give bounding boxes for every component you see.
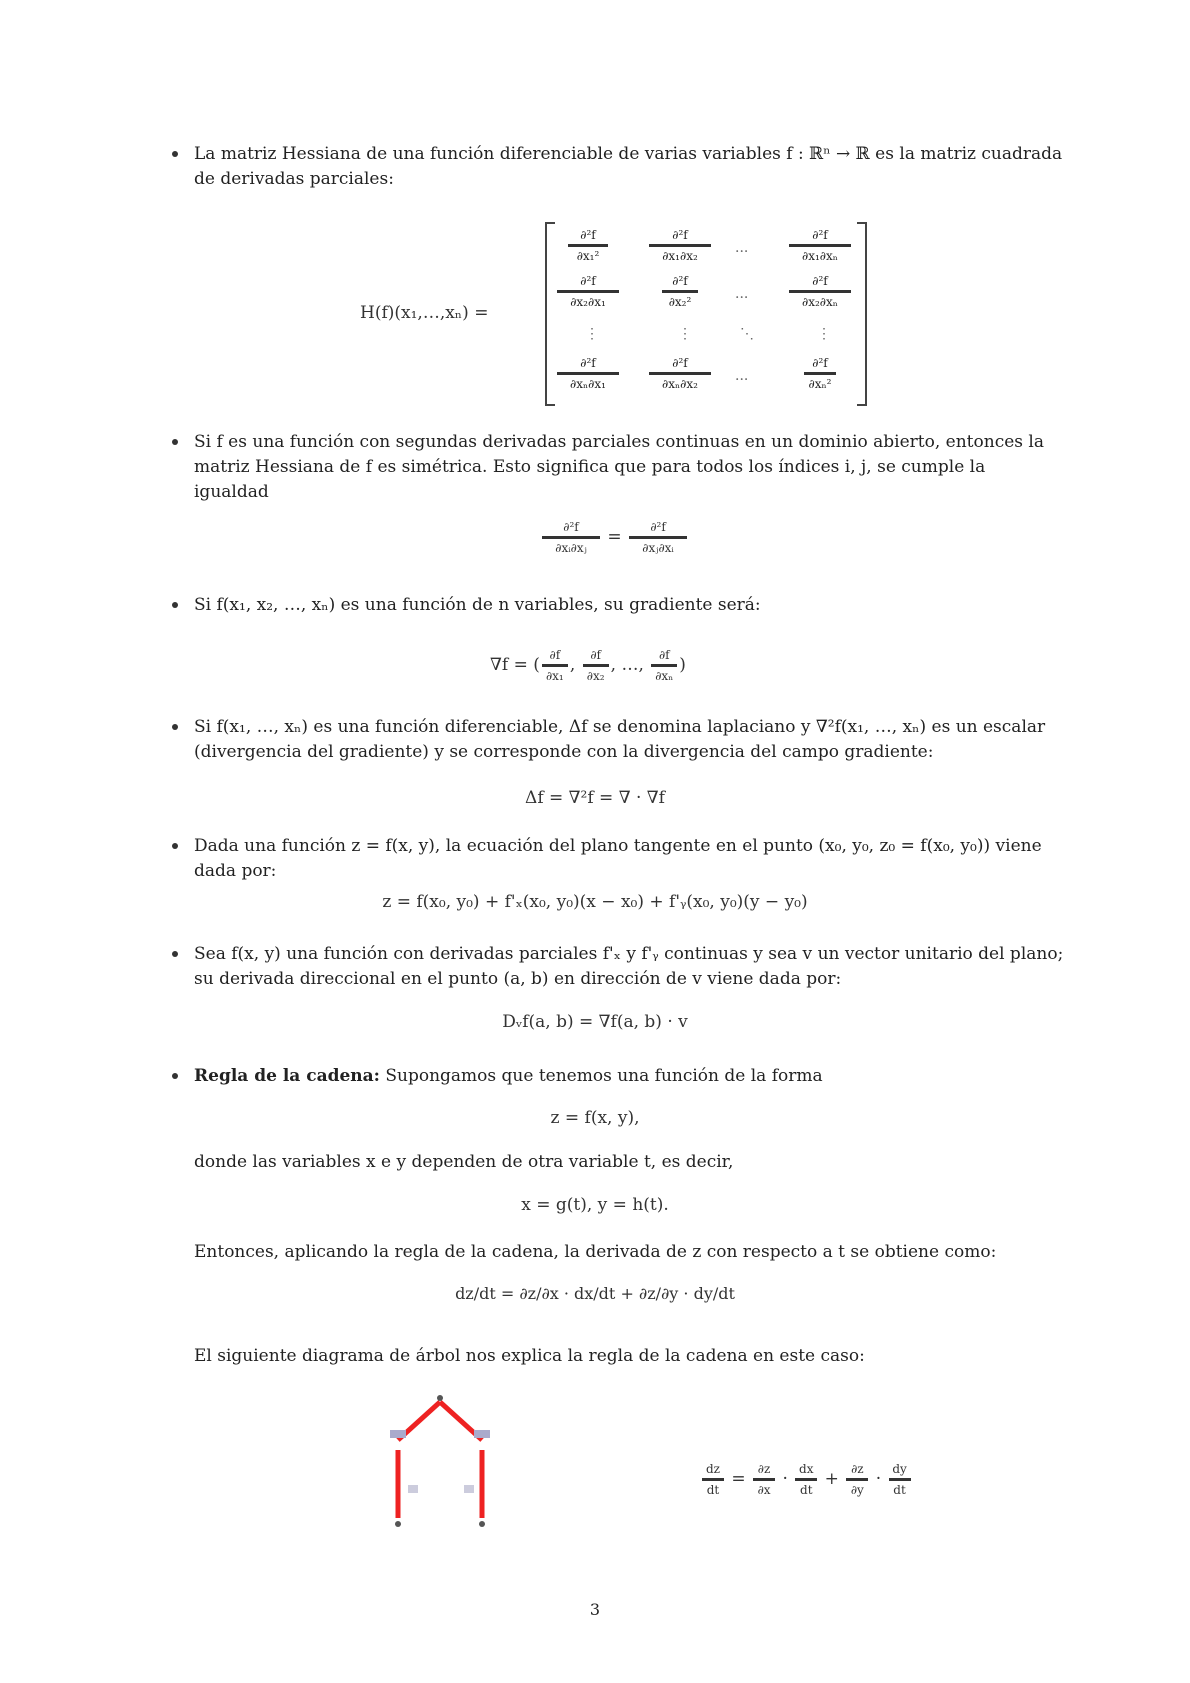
matrix-bracket-right xyxy=(857,222,867,406)
paragraph-text: Entonces, aplicando la regla de la cadena, la derivada de z con respecto a t se obtiene como: xyxy=(194,1242,997,1262)
bullet-dot xyxy=(172,602,178,608)
bullet-text: Dada una función z = f(x, y), la ecuación del plano tangente en el punto (x₀, y₀, z₀ = f(x₀, y₀)) viene dada por: xyxy=(194,836,1042,881)
hessian-lhs: H(f)(x₁,…,xₙ) = xyxy=(360,303,489,323)
matrix-dots: ··· xyxy=(735,290,749,306)
bullet-text xyxy=(194,1064,1064,1089)
paragraph-text: donde las variables x e y dependen de otra variable t, es decir, xyxy=(194,1152,734,1172)
matrix-dots: ⋱ xyxy=(740,326,754,342)
chain-rule-tree-diagram xyxy=(380,1390,500,1530)
matrix-cell: $\frac{\text{∂²f}}{\text{∂x₁∂x₂}}$ xyxy=(645,228,715,263)
matrix-dots: ⋮ xyxy=(585,326,599,342)
tree-label xyxy=(464,1485,474,1493)
matrix-cell: $\frac{\text{∂²f}}{\text{∂xₙ∂x₂}}$ xyxy=(645,356,715,391)
bullet-directional-derivative xyxy=(172,942,1064,992)
bullet-gradient xyxy=(172,593,1064,618)
matrix-dots: ⋮ xyxy=(817,326,831,342)
gradient-equation: ∇f = ( $\frac{\partial f}{\text{∂x₁}}$ , $\frac{\partial f}{\text{∂x₂}}$ , …, $\frac{\partial f}{\text{∂xₙ}}$ ) xyxy=(490,648,686,683)
tree-node-t xyxy=(479,1521,485,1527)
tree-node-t xyxy=(395,1521,401,1527)
chain-rule-text: Supongamos que tenemos una función de la forma xyxy=(379,1066,823,1086)
bullet-tangent-plane xyxy=(172,834,1064,884)
matrix-cell: $\frac{\text{∂²f}}{\text{∂x₂∂x₁}}$ xyxy=(553,274,623,309)
tree-diagram-text xyxy=(172,1344,1064,1369)
bullet-symmetry xyxy=(172,430,1064,505)
bullet-dot xyxy=(172,151,178,157)
bullet-text: Si f(x₁, …, xₙ) es una función diferenciable, Δf se denomina laplaciano y ∇²f(x₁, …, xₙ) es un escalar (divergencia del gradiente) y se corresponde con la divergencia del campo gradiente: xyxy=(194,717,1046,762)
tree-node-z xyxy=(437,1395,443,1401)
tangent-plane-equation: z = f(x₀, y₀) + f'ₓ(x₀, y₀)(x − x₀) + f'ᵧ(x₀, y₀)(y − y₀) xyxy=(382,892,808,912)
matrix-dots: ··· xyxy=(735,244,749,260)
bullet-dot xyxy=(172,724,178,730)
matrix-cell: $\frac{\text{∂²f}}{\text{∂x₂²}}$ xyxy=(645,274,715,309)
chain-result-text xyxy=(172,1240,1064,1265)
page-number: 3 xyxy=(589,1600,601,1619)
matrix-cell: $\frac{\text{∂²f}}{\text{∂x₂∂xₙ}}$ xyxy=(785,274,855,309)
symmetry-equation: $\frac{\text{∂²f}}{\text{∂xᵢ∂xⱼ}}$ = $\frac{\text{∂²f}}{\text{∂xⱼ∂xᵢ}}$ xyxy=(540,520,689,555)
bullet-text: Sea f(x, y) una función con derivadas parciales f'ₓ y f'ᵧ continuas y sea v un vector unitario del plano; su derivada direccional en el punto (a, b) en dirección de v viene dada por: xyxy=(194,944,1064,989)
hessian-matrix xyxy=(545,222,867,406)
bullet-dot xyxy=(172,843,178,849)
matrix-dots: ⋮ xyxy=(678,326,692,342)
matrix-cell: $\frac{\text{∂²f}}{\text{∂x₁²}}$ xyxy=(553,228,623,263)
tree-chain-equation: $\frac{dz}{dt}$ = $\frac{\partial z}{\partial x}$ · $\frac{dx}{dt}$ + $\frac{\partial z}{\partial y}$ · $\frac{dy}{dt}$ xyxy=(700,1462,913,1497)
matrix-cell: $\frac{\text{∂²f}}{\text{∂xₙ∂x₁}}$ xyxy=(553,356,623,391)
bullet-text: Si f(x₁, x₂, …, xₙ) es una función de n variables, su gradiente será: xyxy=(194,595,761,615)
directional-derivative-equation: Dᵥf(a, b) = ∇f(a, b) · v xyxy=(502,1012,688,1032)
bullet-dot xyxy=(172,1073,178,1079)
paragraph-text: El siguiente diagrama de árbol nos explica la regla de la cadena en este caso: xyxy=(194,1346,865,1366)
bullet-dot xyxy=(172,951,178,957)
chain-dependence-text xyxy=(172,1150,1064,1175)
bullet-laplacian xyxy=(172,715,1064,765)
chain-rule-label: Regla de la cadena: xyxy=(194,1066,380,1086)
tree-label xyxy=(408,1485,418,1493)
laplacian-equation: Δf = ∇²f = ∇ · ∇f xyxy=(525,788,665,808)
tree-label xyxy=(474,1430,490,1438)
tree-label xyxy=(390,1430,406,1438)
matrix-dots: ··· xyxy=(735,372,749,388)
bullet-text: La matriz Hessiana de una función diferenciable de varias variables f : ℝⁿ → ℝ es la matriz cuadrada de derivadas parciales: xyxy=(194,144,1063,189)
equals-sign: = xyxy=(607,527,622,547)
gradient-lhs: ∇f = xyxy=(490,655,528,675)
chain-form-equation: z = f(x, y), xyxy=(550,1108,640,1128)
matrix-cell: $\frac{\text{∂²f}}{\text{∂xₙ²}}$ xyxy=(785,356,855,391)
bullet-dot xyxy=(172,439,178,445)
bullet-chain-rule xyxy=(172,1064,1064,1089)
chain-rule-equation: dz/dt = ∂z/∂x · dx/dt + ∂z/∂y · dy/dt xyxy=(455,1284,735,1303)
chain-dependence-equation: x = g(t), y = h(t). xyxy=(521,1195,669,1215)
bullet-text: Si f es una función con segundas derivadas parciales continuas en un dominio abierto, entonces la matriz Hessiana de f es simétrica. Esto significa que para todos los índices i, j, se cumple la igualdad xyxy=(194,432,1044,502)
matrix-cell: $\frac{\text{∂²f}}{\text{∂x₁∂xₙ}}$ xyxy=(785,228,855,263)
bullet-hessian xyxy=(172,142,1064,192)
